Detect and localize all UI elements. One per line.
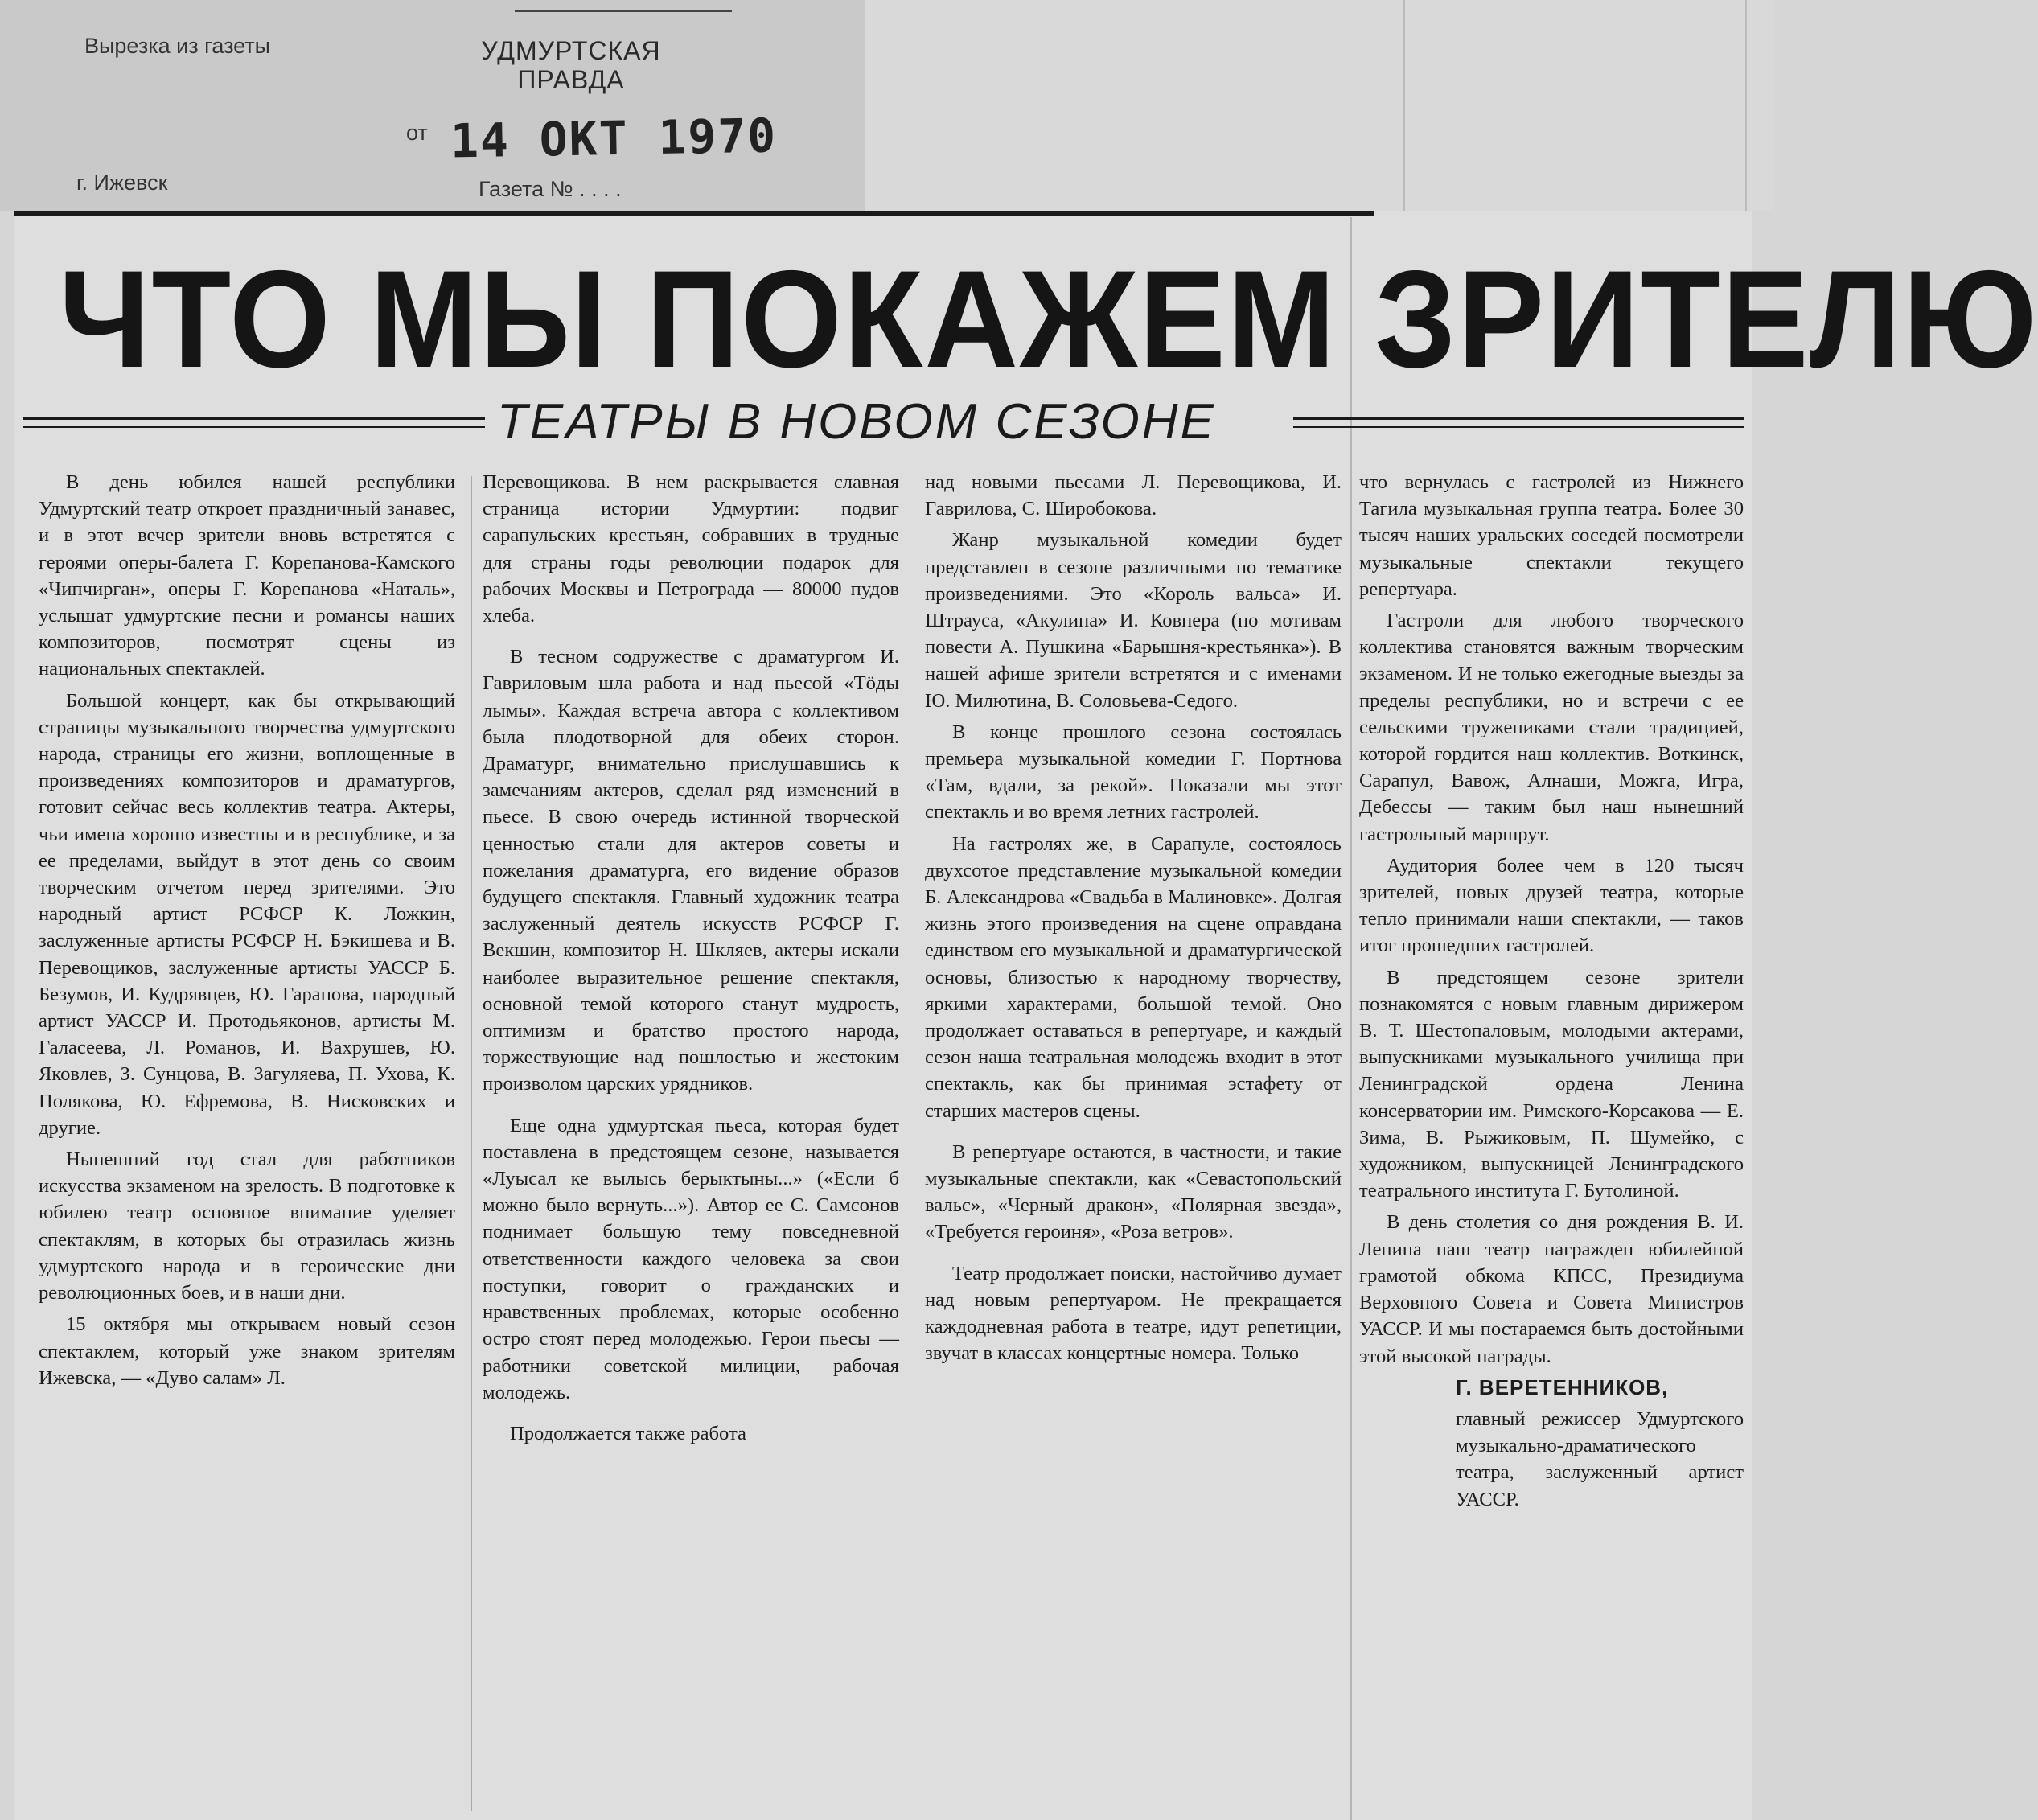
- form-top-rule: [515, 10, 732, 12]
- paragraph: В день юбилея нашей республики Удмуртский театр откроет праздничный занавес, и в этот вечер зрители вновь встретятся с героями оперы-балета Г. Корепанова-Камского «Чипчирган», оперы Г. Корепанова «Наталь», услышат удмуртские песни и романсы наших композиторов, посмотрят сцены из национальных спектаклей.: [39, 471, 455, 680]
- paragraph: В репертуаре остаются, в частности, и такие музыкальные спектакли, как «Севастопольский вальс», «Черный дракон», «Полярная звезда», «Требуется героиня», «Роза ветров».: [925, 1140, 1342, 1243]
- date-prefix: от: [406, 121, 428, 145]
- clipping-form-header: [0, 0, 865, 211]
- article-column-2: [483, 469, 899, 1452]
- article-column-1: [39, 469, 455, 1396]
- article-column-3: [925, 469, 1342, 1372]
- author-signature: Г. ВЕРЕТЕННИКОВ,: [1456, 1374, 1669, 1399]
- city-label: г. Ижевск: [76, 170, 168, 195]
- paragraph: В конце прошлого сезона состоялась премьера музыкальной комедии Г. Портнова «Там, вдали, за рекой». Показали мы этот спектакль и во время летних гастролей.: [925, 721, 1342, 824]
- paragraph: что вернулась с гастролей из Нижнего Тагила музыкальная группа театра. Более 30 тысяч наших уральских соседей посмотрели музыкальные спектакли текущего репертуара.: [1359, 471, 1744, 600]
- subheadline-row: [23, 394, 1768, 450]
- paragraph: Аудитория более чем в 120 тысяч зрителей, новых друзей театра, которые тепло принимали наши спектакли, — таков итог прошедших гастролей.: [1359, 854, 1744, 957]
- article-subheadline: ТЕАТРЫ В НОВОМ СЕЗОНЕ: [497, 394, 1216, 450]
- paragraph: В предстоящем сезоне зрители познакомятся с новым главным дирижером В. Т. Шестопаловым, молодыми актерами, выпускниками музыкального училища при Ленинградской ордена Ленина консерватории им. Римского-Корсакова — Е. Зима, В. Рыжиковым, П. Шумейко, с художником, выпускницей Ленинградского театрального института Г. Бутолиной.: [1359, 966, 1744, 1202]
- author-title: главный режиссер Удмуртского музыкально-драматического театра, заслуженный артист УАССР.: [1456, 1407, 1744, 1510]
- subheadline-rule-left: [23, 417, 485, 420]
- paragraph: Жанр музыкальной комедии будет представлен в сезоне различными по тематике произведениями. Это «Король вальса» И. Штрауса, «Акулина» И. Ковнера (по мотивам повести А. Пушкина «Барышня-крестьянка»). В нашей афише зрители встретятся и с именами Ю. Милютина, В. Соловьева-Седого.: [925, 529, 1342, 712]
- subheadline-rule-right-thin: [1293, 426, 1744, 428]
- newspaper-name-line2: ПРАВДА: [517, 65, 625, 94]
- newspaper-clipping: [14, 211, 2038, 1820]
- paragraph: Нынешний год стал для работников искусства экзаменом на зрелость. В подготовке к юбилею театр основное внимание уделяет спектаклям, в которых бы отразилась жизнь удмуртского народа и в героические дни революционных боев, и в наши дни.: [39, 1148, 455, 1304]
- fold-line: [1403, 0, 1405, 211]
- paragraph: В тесном содружестве с драматургом И. Гавриловым шла работа и над пьесой «Тӧды лымы». Каждая встреча автора с коллективом была плодотворной для обеих сторон. Драматург, внимательно прислушавшись к замечаниям актеров, сделал ряд изменений в пьесе. В свою очередь истинной творческой ценностью стали для актеров советы и пожелания драматурга, его видение образов будущего спектакля. Главный художник театра заслуженный деятель искусств РСФСР Г. Векшин, композитор Н. Шкляев, актеры искали наиболее выразительное решение спектакля, основной темой которого станут мудрость, оптимизм и братство простого народа, торжествующие над пошлостью и жестоким произволом царских урядников.: [483, 646, 899, 1095]
- paragraph: На гастролях же, в Сарапуле, состоялось двухсотое представление музыкальной комедии Б. Александрова «Свадьба в Малиновке». Долгая жизнь этого произведения на сцене оправдана единством его музыкальной и драматургической основы, близостью к народному творчеству, яркими характерами, большой темой. Оно продолжает оставаться в репертуаре, и каждый сезон наша театральная молодежь входит в этот спектакль, как бы принимая эстафету от старших мастеров сцены.: [925, 832, 1342, 1122]
- paragraph: Гастроли для любого творческого коллектива становятся важным творческим экзаменом. И не только ежегодные выезды за пределы республики, но и встречи с ее сельскими тружениками стали традицией, которой гордится наш коллектив. Воткинск, Сарапул, Вавож, Алнаши, Можга, Игра, Дебессы — таким был наш нынешний гастрольный маршрут.: [1359, 610, 1744, 845]
- issue-label: Газета № . . . .: [479, 177, 622, 201]
- background-margin: [865, 0, 1774, 211]
- paragraph: В день столетия со дня рождения В. И. Ленина наш театр награжден юбилейной грамотой обкома КПСС, Президиума Верховного Совета и Совета Министров УАССР. И мы постараемся быть достойными этой высокой награды.: [1359, 1211, 1744, 1367]
- paragraph: Театр продолжает поиски, настойчиво думает над новым репертуаром. Не прекращается каждодневная работа в театре, идут репетиции, звучат в классах концертные номера. Только: [925, 1262, 1342, 1365]
- date-stamp: 14 ОКТ 1970: [450, 108, 778, 169]
- subheadline-rule-left-thin: [23, 426, 485, 428]
- clipping-label: Вырезка из газеты: [84, 34, 271, 58]
- clipping-top-rule: [14, 211, 1374, 216]
- article-column-4: [1359, 469, 1744, 1518]
- paragraph: Большой концерт, как бы открывающий страницы музыкального творчества удмуртского народа, страницы его жизни, воплощенные в произведениях композиторов и драматургов, готовит сейчас весь коллектив театра. Актеры, чьи имена хорошо известны и в республике, и за ее пределами, выйдут в этот день со своим творческим отчетом перед зрителями. Это народный артист РСФСР К. Ложкин, заслуженные артисты РСФСР Н. Бэкишева и В. Перевощиков, заслуженные артисты УАССР Б. Безумов, И. Кудрявцев, Ю. Гаранова, народный артист УАССР И. Протодьяконов, артисты М. Галасеева, Л. Романов, И. Вахрушев, Ю. Яковлев, З. Сунцова, В. Загуляева, П. Ухова, К. Полякова, Ю. Ефремова, В. Нисковских и другие.: [39, 689, 455, 1139]
- newspaper-name: [450, 36, 692, 94]
- paragraph: 15 октября мы открываем новый сезон спектаклем, который уже знаком зрителям Ижевска, — «Дуво салам» Л.: [39, 1313, 455, 1389]
- paragraph: Перевощикова. В нем раскрывается славная страница истории Удмуртии: подвиг сарапульских крестьян, собравших в трудные для страны годы революции подарок для рабочих Москвы и Петрограда — 80000 пудов хлеба.: [483, 471, 899, 627]
- column-divider: [471, 476, 472, 1811]
- newspaper-name-line1: УДМУРТСКАЯ: [481, 36, 661, 65]
- paragraph: над новыми пьесами Л. Перевощикова, И. Гаврилова, С. Широбокова.: [925, 471, 1342, 520]
- subheadline-rule-right: [1293, 417, 1744, 420]
- article-headline: ЧТО МЫ ПОКАЖЕМ ЗРИТЕЛЮ: [59, 242, 2038, 396]
- paragraph: Еще одна удмуртская пьеса, которая будет поставлена в предстоящем сезоне, называется «Луысал ке вылысь берыктыны...» («Если б можно было вернуть...»). Автор ее С. Самсонов поднимает большую тему повседневной ответственности каждого человека за свои поступки, говорит о гражданских и нравственных проблемах, которые особенно остро стоят перед молодежью. Герои пьесы — работники советской милиции, рабочая молодежь.: [483, 1114, 899, 1403]
- paragraph: Продолжается также работа: [510, 1422, 746, 1444]
